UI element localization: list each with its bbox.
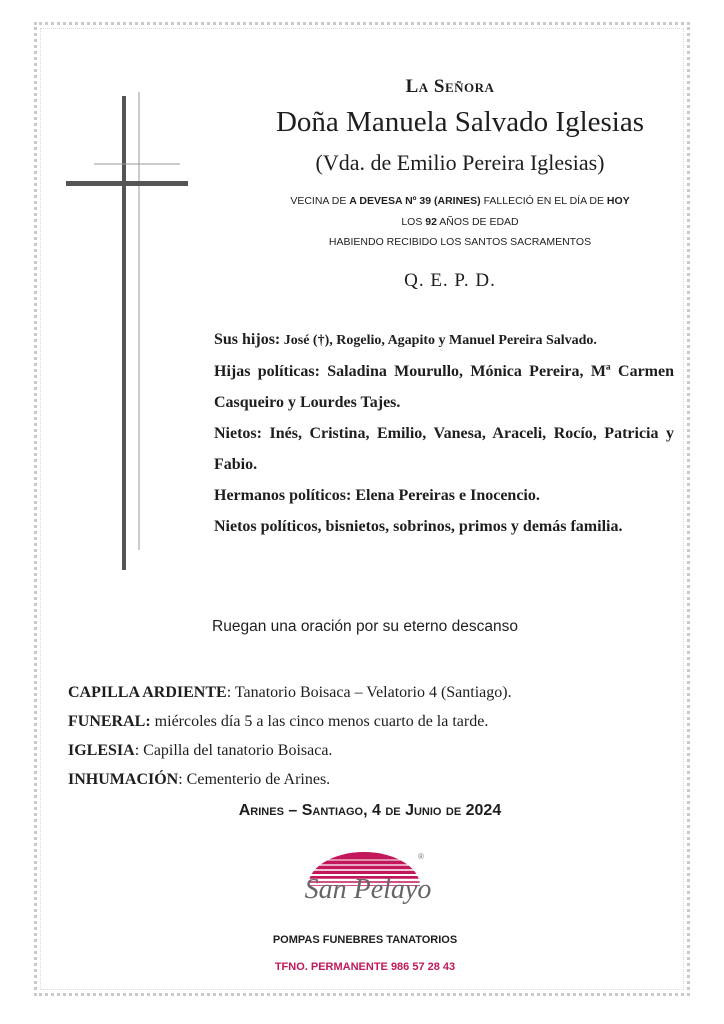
detail-iglesia (68, 736, 688, 765)
children-text-b: ), Rogelio, Agapito y Manuel Pereira Salvado. (324, 333, 597, 348)
detail-label: INHUMACIÓN (68, 771, 179, 788)
phone-number: TFNO. PERMANENTE 986 57 28 43 (274, 961, 456, 973)
announcement-text: FALLECIÓ EN EL DÍA DE (480, 195, 607, 207)
detail-capilla (68, 678, 688, 707)
cross-icon (60, 90, 200, 580)
announcement-day: HOY (606, 195, 630, 207)
family-grandchildren: Nietos: Inés, Cristina, Emilio, Vanesa, Araceli, Rocío, Patricia y Fabio. (214, 425, 674, 473)
family-daughters-in-law: Hijas políticas: Saladina Mourullo, Mónica Pereira, Mª Carmen Casqueiro y Lourdes Tajes. (214, 363, 674, 411)
widow-of: (Vda. de Emilio Pereira Iglesias) (315, 150, 605, 175)
children-text-a: José ( (280, 333, 318, 348)
detail-label: IGLESIA (68, 742, 135, 759)
announcement-line-3: HABIENDO RECIBIDO LOS SANTOS SACRAMENTOS (328, 236, 592, 248)
announcement-text: LOS (401, 216, 426, 228)
family-list (214, 324, 674, 542)
service-details (68, 678, 688, 794)
announcement-text: AÑOS DE EDAD (436, 216, 519, 228)
logo-text: San Pelayo (304, 874, 432, 905)
detail-label: FUNERAL: (68, 713, 151, 730)
detail-value: : Tanatorio Boisaca – Velatorio 4 (Santiago). (226, 684, 512, 701)
company-name: POMPAS FUNEBRES TANATORIOS (272, 934, 458, 946)
company-logo (290, 850, 440, 920)
children-label: Sus hijos: (214, 331, 281, 348)
family-others: Nietos políticos, bisnietos, sobrinos, primos y demás familia. (214, 518, 623, 535)
detail-label: CAPILLA ARDIENTE (68, 684, 227, 701)
registered-mark: ® (418, 852, 424, 861)
family-children (214, 324, 674, 356)
announcement-address: A DEVESA Nº 39 (ARINES) (349, 195, 481, 207)
title-prefix: La Señora (405, 76, 495, 97)
detail-value: miércoles día 5 a las cinco menos cuarto de la tarde. (150, 713, 489, 730)
dateline: Arines – Santiago, 4 de Junio de 2024 (238, 802, 502, 819)
detail-value: : Cementerio de Arines. (178, 771, 331, 788)
deceased-cross-icon: † (317, 333, 325, 348)
qepd: Q. E. P. D. (404, 270, 496, 291)
prayer-request: Ruegan una oración por su eterno descanso (212, 618, 518, 635)
announcement-line-2 (240, 216, 680, 228)
announcement-text: VECINA DE (290, 195, 350, 207)
deceased-name: Doña Manuela Salvado Iglesias (275, 106, 645, 138)
detail-funeral (68, 707, 688, 736)
announcement-age: 92 (425, 216, 437, 228)
family-siblings-in-law: Hermanos políticos: Elena Pereiras e Inocencio. (214, 487, 540, 504)
announcement-line-1 (240, 195, 680, 207)
detail-value: : Capilla del tanatorio Boisaca. (134, 742, 333, 759)
detail-inhumacion (68, 765, 688, 794)
